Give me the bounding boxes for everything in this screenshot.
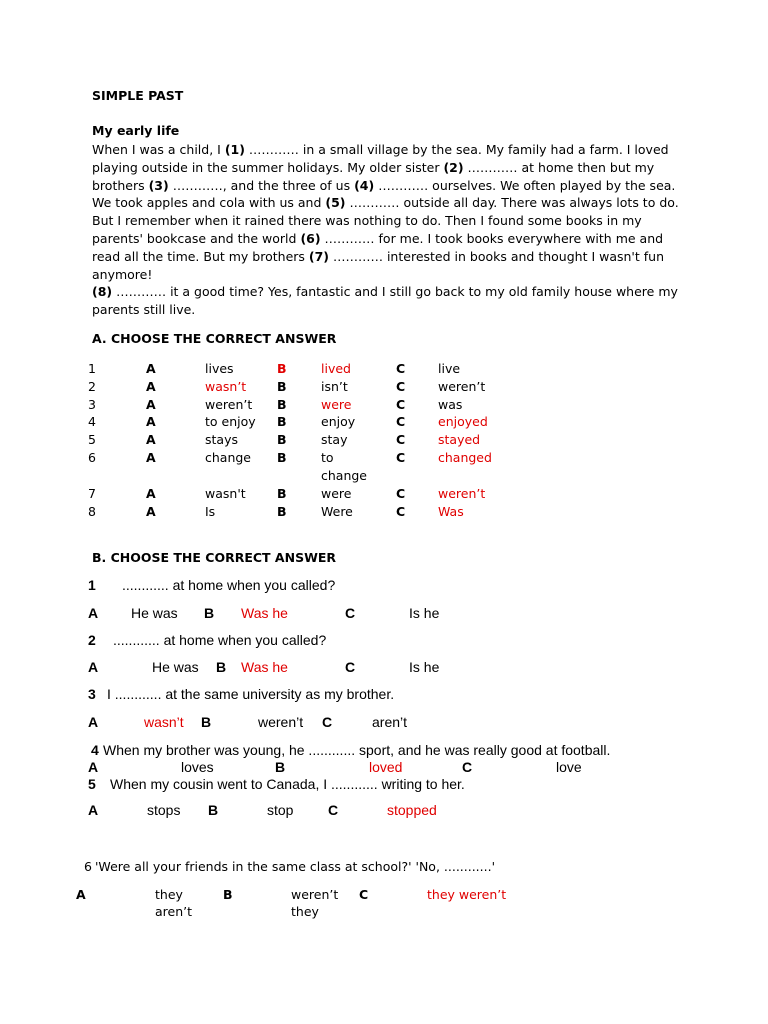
q5-option-c-letter: C bbox=[328, 802, 339, 818]
q4-option-c[interactable]: love bbox=[556, 759, 582, 775]
option-b-letter: B bbox=[277, 361, 287, 376]
paragraph-line bbox=[92, 194, 682, 212]
option-a[interactable]: stays bbox=[205, 432, 238, 447]
option-c[interactable]: live bbox=[438, 361, 461, 376]
option-a[interactable]: lives bbox=[205, 361, 234, 376]
paragraph-text: ………… ourselves. We often played by the sea. bbox=[374, 177, 676, 193]
question-4-text: When my brother was young, he ............ sport, and he was really good at football. bbox=[103, 742, 611, 758]
option-b[interactable]: were bbox=[321, 397, 352, 412]
paragraph-line bbox=[92, 248, 682, 266]
paragraph-line bbox=[92, 177, 682, 195]
option-a-letter: A bbox=[146, 397, 156, 412]
option-c-letter: C bbox=[396, 504, 406, 519]
q3-option-b-letter: B bbox=[201, 714, 212, 730]
paragraph-text: We took apples and cola with us and bbox=[92, 195, 326, 211]
question-number: 5 bbox=[88, 432, 96, 447]
story-title: My early life bbox=[92, 123, 180, 138]
option-a-letter: A bbox=[146, 414, 156, 429]
q3-option-b[interactable]: weren’t bbox=[258, 714, 304, 730]
option-a-letter: A bbox=[146, 450, 156, 465]
paragraph-text: But I remember when it rained there was nothing to do. Then I found some books in my bbox=[92, 213, 642, 229]
option-c[interactable]: weren’t bbox=[438, 379, 486, 394]
question-number: 4 bbox=[88, 414, 96, 429]
q1-option-c-letter: C bbox=[345, 605, 356, 621]
q2-option-a-letter: A bbox=[88, 659, 99, 675]
option-c[interactable]: weren’t bbox=[438, 486, 486, 501]
blank-number: (4) bbox=[354, 177, 375, 193]
q1-option-b[interactable]: Was he bbox=[241, 605, 288, 621]
q1-option-c[interactable]: Is he bbox=[409, 605, 440, 621]
q3-option-c-letter: C bbox=[322, 714, 333, 730]
option-c-letter: C bbox=[396, 397, 406, 412]
q2-option-b-letter: B bbox=[216, 659, 227, 675]
option-c-letter: C bbox=[396, 414, 406, 429]
option-b-letter: B bbox=[277, 414, 287, 429]
question-3-text: I ............ at the same university as my brother. bbox=[107, 686, 395, 702]
paragraph-text: …………, and the three of us bbox=[168, 177, 355, 193]
paragraph-line bbox=[92, 283, 682, 301]
q4-option-a-letter: A bbox=[88, 759, 99, 775]
q6-option-c[interactable]: they weren’t bbox=[427, 887, 507, 902]
option-b-letter: B bbox=[277, 397, 287, 412]
question-5-number: 5 bbox=[88, 776, 96, 792]
q1-option-b-letter: B bbox=[204, 605, 215, 621]
q2-option-b[interactable]: Was he bbox=[241, 659, 288, 675]
paragraph-line bbox=[92, 230, 682, 248]
q2-option-c-letter: C bbox=[345, 659, 356, 675]
paragraph-text: ………… it a good time? Yes, fantastic and I still go back to my old family house where my bbox=[112, 284, 678, 300]
paragraph-line bbox=[92, 212, 682, 230]
q5-option-c[interactable]: stopped bbox=[387, 802, 437, 818]
question-2-text: ............ at home when you called? bbox=[113, 632, 327, 648]
paragraph-text: playing outside in the summer holidays. My older sister bbox=[92, 159, 444, 175]
option-b[interactable]: Were bbox=[321, 504, 353, 519]
option-b-letter: B bbox=[277, 486, 287, 501]
q3-option-c[interactable]: aren’t bbox=[372, 714, 408, 730]
q6-option-a[interactable]: they bbox=[155, 887, 183, 902]
option-c-letter: C bbox=[396, 379, 406, 394]
paragraph-text: When I was a child, I bbox=[92, 142, 225, 157]
option-c[interactable]: stayed bbox=[438, 432, 481, 447]
blank-number: (3) bbox=[148, 177, 169, 193]
story-paragraph bbox=[92, 141, 682, 319]
option-c-letter: C bbox=[396, 432, 406, 447]
q4-option-a[interactable]: loves bbox=[181, 759, 214, 775]
question-2-number: 2 bbox=[88, 632, 96, 648]
option-b[interactable]: isn’t bbox=[321, 379, 348, 394]
blank-number: (1) bbox=[224, 142, 245, 157]
section-a-title: A. CHOOSE THE CORRECT ANSWER bbox=[92, 331, 337, 346]
option-b[interactable]: stay bbox=[321, 432, 348, 447]
option-c[interactable]: changed bbox=[438, 450, 492, 465]
blank-number: (8) bbox=[92, 284, 113, 300]
q1-option-a-letter: A bbox=[88, 605, 99, 621]
blank-number: (6) bbox=[300, 230, 321, 246]
paragraph-text: anymore! bbox=[92, 266, 153, 282]
option-c[interactable]: enjoyed bbox=[438, 414, 488, 429]
q6-option-a-line2[interactable]: aren’t bbox=[155, 904, 193, 919]
q1-option-a[interactable]: He was bbox=[131, 605, 178, 621]
q2-option-a[interactable]: He was bbox=[152, 659, 199, 675]
question-number: 2 bbox=[88, 379, 96, 394]
blank-number: (2) bbox=[443, 159, 464, 175]
option-b-letter: B bbox=[277, 379, 287, 394]
q6-option-c-letter: C bbox=[359, 887, 369, 902]
q2-option-c[interactable]: Is he bbox=[409, 659, 440, 675]
option-b-letter: B bbox=[277, 504, 287, 519]
option-a-letter: A bbox=[146, 504, 156, 519]
question-1-number: 1 bbox=[88, 577, 96, 593]
question-number: 6 bbox=[88, 450, 96, 465]
option-c[interactable]: Was bbox=[438, 504, 464, 519]
option-b[interactable]: lived bbox=[321, 361, 351, 376]
option-b[interactable]: enjoy bbox=[321, 414, 356, 429]
option-a[interactable]: to enjoy bbox=[205, 414, 256, 429]
option-a[interactable]: weren’t bbox=[205, 397, 253, 412]
paragraph-line bbox=[92, 159, 682, 177]
blank-number: (5) bbox=[325, 195, 346, 211]
paragraph-text: parents' bookcase and the world bbox=[92, 230, 301, 246]
option-b-letter: B bbox=[277, 432, 287, 447]
question-6-number: 6 bbox=[84, 859, 92, 874]
page-title: SIMPLE PAST bbox=[92, 88, 184, 103]
paragraph-text: brothers bbox=[92, 177, 149, 193]
option-a-letter: A bbox=[146, 486, 156, 501]
q4-option-c-letter: C bbox=[462, 759, 473, 775]
option-a-letter: A bbox=[146, 361, 156, 376]
option-b[interactable]: were bbox=[321, 486, 352, 501]
q5-option-b-letter: B bbox=[208, 802, 219, 818]
option-c-letter: C bbox=[396, 361, 406, 376]
option-b-line2[interactable]: change bbox=[321, 468, 368, 483]
q6-option-a-letter: A bbox=[76, 887, 86, 902]
blank-number: (7) bbox=[308, 248, 330, 264]
option-a-letter: A bbox=[146, 432, 156, 447]
q3-option-a[interactable]: wasn’t bbox=[144, 714, 184, 730]
option-a[interactable]: wasn't bbox=[205, 486, 246, 501]
q6-option-b[interactable]: weren’t bbox=[291, 887, 339, 902]
paragraph-text: parents still live. bbox=[92, 302, 196, 318]
q5-option-a[interactable]: stops bbox=[147, 802, 181, 818]
q4-option-b[interactable]: loved bbox=[369, 759, 403, 775]
option-b-letter: B bbox=[277, 450, 287, 465]
section-b-title: B. CHOOSE THE CORRECT ANSWER bbox=[92, 550, 337, 565]
q4-option-b-letter: B bbox=[275, 759, 286, 775]
question-1-text: ............ at home when you called? bbox=[122, 577, 336, 593]
question-5-text: When my cousin went to Canada, I ............ writing to her. bbox=[110, 776, 465, 792]
q6-option-b-letter: B bbox=[223, 887, 233, 902]
paragraph-line bbox=[92, 266, 682, 284]
option-a[interactable]: wasn’t bbox=[205, 379, 247, 394]
question-number: 7 bbox=[88, 486, 96, 501]
paragraph-line bbox=[92, 141, 682, 159]
question-6-text: 'Were all your friends in the same class at school?' 'No, ............' bbox=[95, 859, 496, 874]
question-number: 1 bbox=[88, 361, 96, 376]
question-4-number: 4 bbox=[91, 742, 99, 758]
q5-option-b[interactable]: stop bbox=[267, 802, 294, 818]
question-number: 3 bbox=[88, 397, 96, 412]
paragraph-text: ………… in a small village by the sea. My family had a farm. I loved bbox=[244, 142, 669, 157]
q6-option-b-line2[interactable]: they bbox=[291, 904, 319, 919]
option-a-letter: A bbox=[146, 379, 156, 394]
option-c-letter: C bbox=[396, 450, 406, 465]
paragraph-text: read all the time. But my brothers bbox=[92, 248, 309, 264]
option-b[interactable]: to bbox=[321, 450, 334, 465]
q5-option-a-letter: A bbox=[88, 802, 99, 818]
option-c-letter: C bbox=[396, 486, 406, 501]
paragraph-text: ………… for me. I took books everywhere with me and bbox=[320, 230, 664, 246]
question-number: 8 bbox=[88, 504, 96, 519]
paragraph-text: ………… at home then but my bbox=[463, 159, 655, 175]
paragraph-text: ………… outside all day. There was always lots to do. bbox=[345, 195, 679, 211]
option-c[interactable]: was bbox=[438, 397, 463, 412]
question-3-number: 3 bbox=[88, 686, 96, 702]
paragraph-text: ………… interested in books and thought I wasn't fun bbox=[329, 248, 664, 264]
q3-option-a-letter: A bbox=[88, 714, 99, 730]
paragraph-line bbox=[92, 301, 682, 319]
option-a[interactable]: Is bbox=[205, 504, 216, 519]
option-a[interactable]: change bbox=[205, 450, 252, 465]
